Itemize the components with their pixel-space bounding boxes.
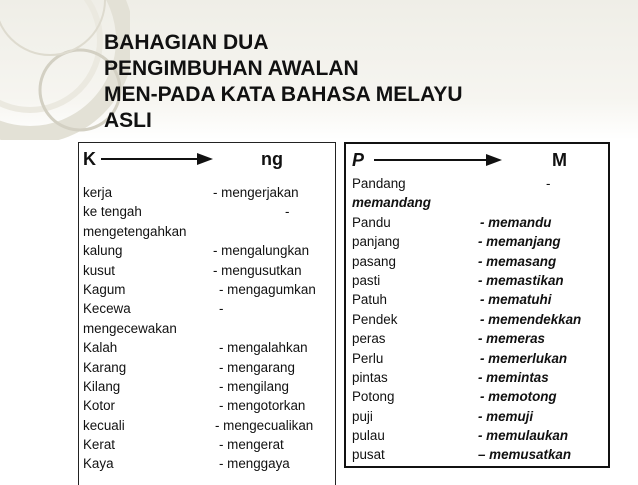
table-row [346, 349, 608, 368]
table-row [346, 174, 608, 193]
derived-word: - mengecualikan [215, 417, 314, 433]
base-word: kerja [83, 185, 113, 200]
table-row [346, 213, 608, 232]
table-row [346, 310, 608, 329]
base-word: Pendek [352, 311, 398, 327]
base-word: Kilang [83, 378, 121, 394]
derived-word: - [546, 176, 551, 191]
left-to-letter: ng [261, 149, 283, 169]
derived-word: - [285, 204, 290, 220]
table-row [79, 358, 335, 377]
base-word: Karang [83, 359, 127, 375]
base-word: Kaya [83, 456, 114, 472]
derived-word: - mematuhi [480, 292, 552, 308]
table-row [79, 202, 335, 221]
derived-word-continued: mengecewakan [83, 320, 177, 336]
title-line-2: PENGIMBUHAN AWALAN [104, 57, 359, 80]
table-row [346, 232, 608, 251]
right-table [344, 142, 610, 468]
table-row [79, 261, 335, 280]
derived-word: - menggaya [219, 456, 290, 472]
base-word: pasti [352, 272, 381, 288]
base-word: Patuh [352, 292, 387, 308]
base-word: pintas [352, 369, 388, 385]
table-row [346, 290, 608, 309]
title-line-3: MEN-PADA KATA BAHASA MELAYU [104, 83, 463, 106]
left-from-letter: K [83, 149, 96, 169]
derived-word: - mengotorkan [219, 398, 306, 414]
base-word: Kalah [83, 340, 118, 356]
base-word: Perlu [352, 350, 384, 366]
table-row [79, 377, 335, 396]
base-word: puji [352, 408, 373, 424]
base-word: pusat [352, 447, 385, 463]
right-from-letter: P [352, 150, 365, 170]
base-word: Potong [352, 389, 395, 405]
base-word: kalung [83, 243, 123, 259]
base-word: ke tengah [83, 204, 142, 220]
table-row [79, 241, 335, 260]
table-row [79, 183, 335, 202]
table-row-continuation [79, 319, 335, 338]
base-word: Kagum [83, 281, 126, 297]
right-arrow-icon [101, 152, 213, 166]
table-row [79, 454, 335, 473]
table-row [346, 271, 608, 290]
derived-word: - memeras [478, 331, 545, 347]
left-table [78, 142, 336, 485]
right-arrow-icon [374, 153, 502, 167]
right-table-rows [346, 174, 608, 465]
table-row [346, 445, 608, 464]
derived-word: - mengusutkan [213, 262, 302, 278]
derived-word: - memotong [480, 389, 557, 405]
derived-word: - mengalungkan [213, 243, 310, 259]
derived-word: - mengagumkan [219, 281, 316, 297]
base-word: panjang [352, 234, 400, 250]
left-table-header [79, 143, 335, 173]
derived-word: - memasang [478, 253, 557, 269]
table-row [79, 338, 335, 357]
derived-word: – memusatkan [478, 447, 572, 463]
derived-word: - memintas [478, 369, 549, 385]
base-word: pulau [352, 428, 385, 444]
derived-word: - [219, 301, 224, 317]
table-row [346, 426, 608, 445]
base-word: Kerat [83, 437, 116, 453]
base-word: Kotor [83, 398, 116, 414]
table-row [79, 416, 335, 435]
table-row [79, 299, 335, 318]
table-row-continuation [79, 222, 335, 241]
right-to-letter: M [552, 150, 567, 170]
base-word: kecuali [83, 417, 125, 433]
derived-word-continued: mengetengahkan [83, 223, 187, 239]
table-row [346, 252, 608, 271]
derived-word: - memulaukan [478, 428, 569, 444]
right-table-header [346, 144, 608, 174]
table-row [346, 387, 608, 406]
derived-word: - memastikan [478, 272, 564, 288]
table-row [79, 435, 335, 454]
base-word: peras [352, 331, 386, 347]
table-row [346, 407, 608, 426]
base-word: Kecewa [83, 301, 131, 317]
derived-word: - mengalahkan [219, 340, 308, 356]
table-row [79, 280, 335, 299]
title-line-1: BAHAGIAN DUA [104, 31, 269, 54]
derived-word: - memendekkan [480, 311, 582, 327]
slide-title [104, 30, 624, 134]
left-table-rows [79, 183, 335, 474]
derived-word: - mengerjakan [213, 185, 299, 200]
derived-word: - mengilang [219, 378, 289, 394]
table-row [346, 368, 608, 387]
table-row-continuation [346, 193, 608, 212]
base-word: kusut [83, 262, 116, 278]
table-row [79, 396, 335, 415]
base-word: Pandu [352, 214, 391, 230]
derived-word: - memanjang [478, 234, 561, 250]
derived-word: - memuji [478, 408, 534, 424]
derived-word: - mengerat [219, 437, 284, 453]
base-word: pasang [352, 253, 396, 269]
derived-word: - memandu [480, 214, 552, 230]
derived-word: - mengarang [219, 359, 295, 375]
derived-word-continued: memandang [352, 195, 431, 211]
title-line-4: ASLI [104, 109, 152, 132]
table-row [346, 329, 608, 348]
derived-word: - memerlukan [480, 350, 568, 366]
base-word: Pandang [352, 176, 406, 191]
